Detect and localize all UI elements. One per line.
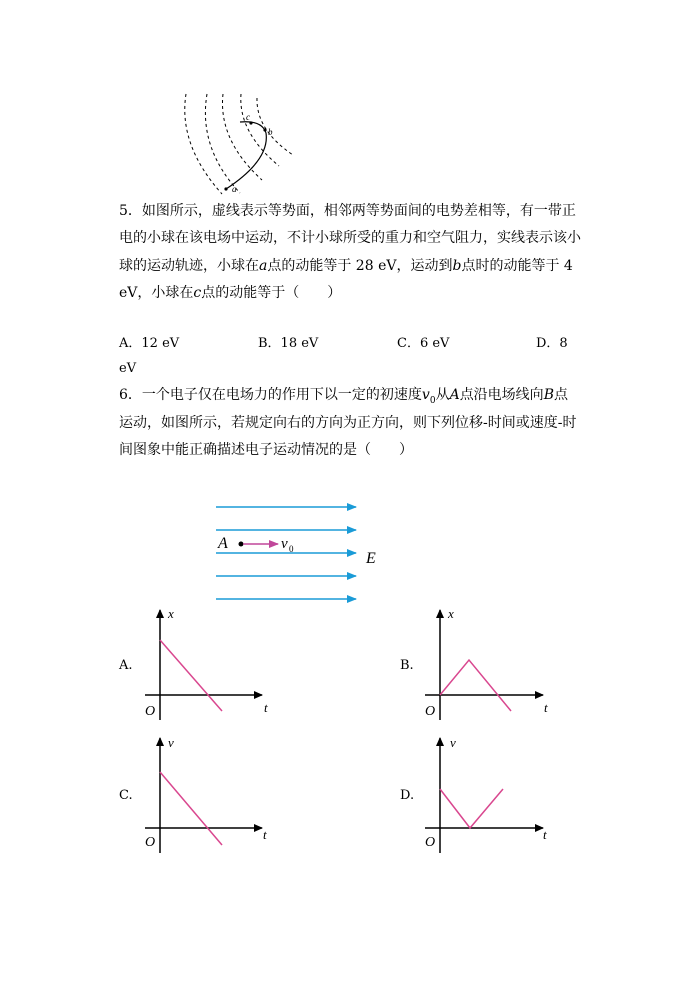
graph-a — [140, 605, 280, 725]
q5-line-4-part-1: eV，小球在 — [119, 285, 194, 301]
label-b: b — [268, 127, 273, 137]
point-B-ref: B — [543, 387, 554, 403]
q5-line-3-part-3: 点时的动能等于 4 — [461, 258, 573, 274]
equipotential-line-1 — [185, 94, 222, 194]
q5-option-a[interactable]: A．12 eV — [119, 336, 180, 351]
q5-line-1: 5．如图所示，虚线表示等势面，相邻两等势面间的电势差相等，有一带正 — [119, 203, 576, 219]
graph-a-x-label: t — [264, 700, 268, 715]
q5-option-d-wrap: eV — [119, 361, 137, 376]
q5-line-3-part-2: 点的动能等于 28 eV，运动到 — [267, 258, 453, 274]
q6-line-3: 间图象中能正确描述电子运动情况的是（ ） — [119, 442, 413, 458]
electric-field-figure — [210, 495, 390, 610]
q5-line-3-part-1: 球的运动轨迹，小球在 — [119, 258, 259, 274]
q6-line-1-part-1: 6．一个电子仅在电场力的作用下以一定的初速度 — [119, 387, 422, 403]
graph-d-origin: O — [425, 835, 436, 850]
graph-c-x-label: t — [263, 827, 267, 842]
q6-option-b-label[interactable]: B. — [400, 658, 414, 673]
q6-option-c-label[interactable]: C. — [119, 788, 133, 803]
graph-b-plot-line — [440, 660, 511, 711]
point-a-ref: a — [259, 258, 268, 274]
point-c-ref: c — [193, 285, 202, 301]
q5-option-d[interactable]: D．8 — [536, 336, 568, 351]
q6-line-2: 运动，如图所示，若规定向右的方向为正方向，则下列位移-时间或速度-时 — [119, 415, 577, 431]
label-a: a — [232, 184, 237, 194]
point-A-label: A — [218, 535, 228, 552]
graph-c-y-label: v — [168, 735, 174, 750]
graph-b-origin: O — [425, 704, 436, 719]
point-A-ref: A — [449, 387, 460, 403]
graph-d-y-label: v — [450, 735, 456, 750]
label-c: c — [246, 112, 250, 122]
point-b-dot — [263, 128, 266, 131]
graph-c-plot-line — [160, 772, 222, 845]
equipotential-line-4 — [241, 94, 279, 166]
graph-a-y-label: x — [168, 606, 174, 621]
graph-b-y-label: x — [448, 606, 454, 621]
equipotential-figure — [170, 88, 300, 198]
graph-a-origin: O — [145, 704, 156, 719]
q5-line-4-part-2: 点的动能等于（ ） — [201, 285, 342, 301]
q5-option-b[interactable]: B．18 eV — [258, 336, 319, 351]
graph-d — [420, 733, 560, 858]
q5-option-c[interactable]: C．6 eV — [397, 336, 450, 351]
q6-line-1-part-2: 从 — [435, 387, 450, 403]
q6-line-1-part-4: 点 — [553, 387, 568, 403]
q5-line-2: 电的小球在该电场中运动，不计小球所受的重力和空气阻力，实线表示该小 — [119, 230, 581, 246]
velocity-label: v — [281, 536, 288, 552]
q6-line-1 — [119, 385, 568, 411]
equipotential-line-3 — [222, 94, 262, 180]
graph-c-origin: O — [145, 835, 156, 850]
graph-a-plot-line — [160, 640, 222, 711]
graph-b — [420, 605, 560, 725]
q5-line-3 — [119, 256, 573, 276]
q5-line-4 — [119, 283, 341, 303]
q6-option-a-label[interactable]: A. — [119, 658, 133, 673]
velocity-sub-label: 0 — [289, 544, 294, 554]
v0-sub: 0 — [429, 395, 436, 406]
point-A-dot — [239, 542, 244, 547]
graph-b-x-label: t — [544, 700, 548, 715]
graph-d-plot-line — [440, 789, 503, 828]
graph-d-x-label: t — [543, 827, 547, 842]
q6-line-1-part-3: 点沿电场线向 — [459, 387, 544, 403]
graph-c — [140, 733, 280, 858]
point-b-ref: b — [452, 258, 462, 274]
point-a-dot — [224, 187, 227, 190]
v0-ref: v — [421, 387, 430, 403]
field-label: E — [366, 550, 376, 567]
q6-option-d-label[interactable]: D. — [400, 788, 415, 803]
